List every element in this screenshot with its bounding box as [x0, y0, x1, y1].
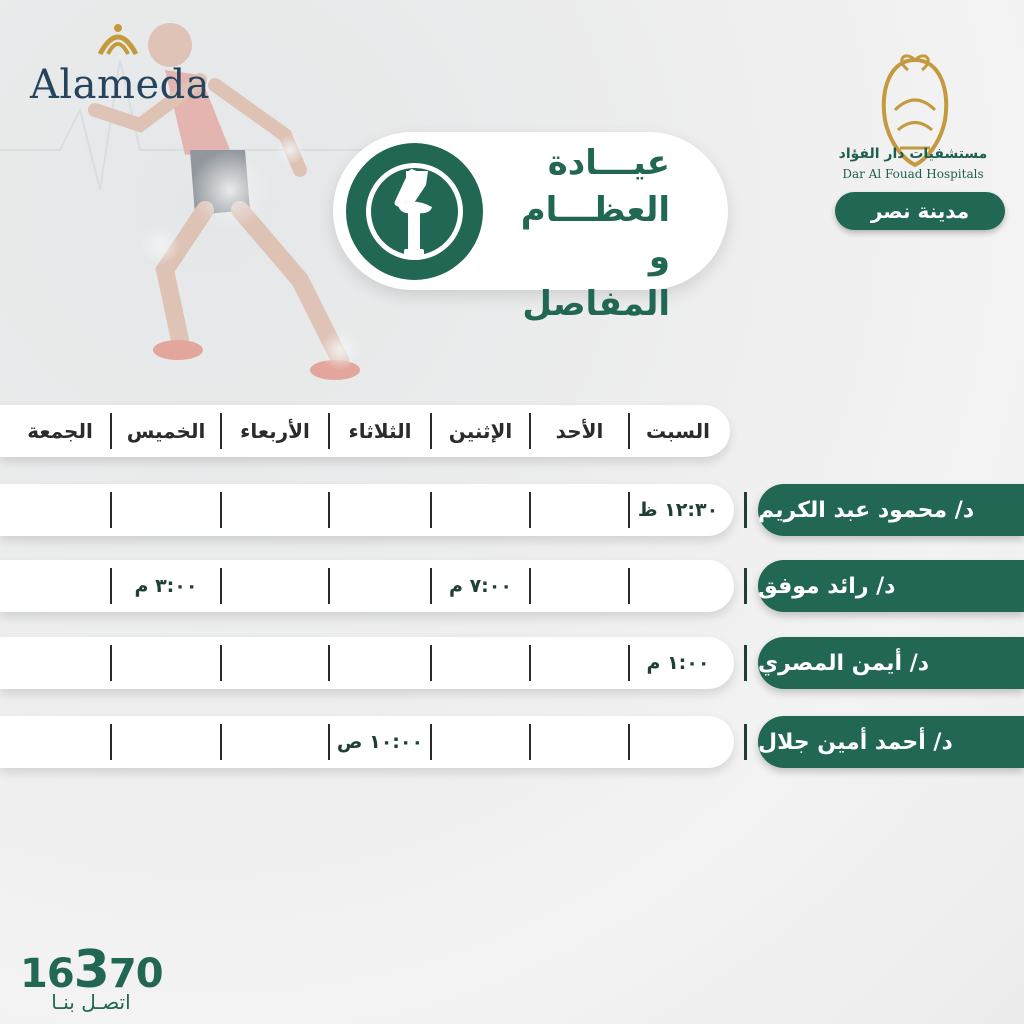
time-slot — [222, 637, 328, 689]
contact-us-label: اتصـل بنـا — [51, 990, 131, 1014]
time-slot — [222, 716, 328, 768]
dar-al-fouad-english-name: Dar Al Fouad Hospitals — [842, 167, 984, 181]
time-slot — [630, 716, 726, 768]
branch-badge: مدينة نصر — [835, 192, 1005, 230]
time-slot — [531, 484, 628, 536]
time-slot — [531, 716, 628, 768]
day-thursday: الخميس — [126, 419, 206, 443]
time-slot — [10, 637, 110, 689]
schedule-row — [0, 560, 734, 612]
time-slot: ١٢:٣٠ ظ — [637, 499, 719, 521]
time-slot — [330, 484, 430, 536]
column-divider — [220, 413, 222, 449]
time-slot — [330, 560, 430, 612]
day-saturday: السبت — [645, 419, 711, 443]
time-slot — [222, 560, 328, 612]
knee-joint-icon — [346, 143, 483, 280]
schedule-row — [0, 484, 734, 536]
time-slot: ٣:٠٠ م — [134, 575, 198, 597]
doctor-divider — [744, 724, 747, 760]
days-header — [0, 405, 730, 457]
doctor-name: د/ رائد موفق — [758, 560, 1024, 612]
time-slot: ١٠:٠٠ ص — [336, 731, 424, 753]
time-slot — [432, 637, 529, 689]
time-slot — [112, 484, 220, 536]
schedule-row — [0, 637, 734, 689]
hotline-mid: 3 — [73, 940, 109, 1000]
time-slot — [10, 716, 110, 768]
clinic-title-line-2: العظـــام — [520, 190, 670, 230]
column-divider — [529, 413, 531, 449]
day-monday: الإثنين — [448, 419, 513, 443]
time-slot — [222, 484, 328, 536]
time-slot — [531, 560, 628, 612]
column-divider — [628, 413, 630, 449]
clinic-title-line-1: عيـــادة — [547, 143, 670, 183]
doctor-divider — [744, 645, 747, 681]
schedule-row — [0, 716, 734, 768]
doctor-name: د/ أيمن المصري — [758, 637, 1024, 689]
time-slot — [531, 637, 628, 689]
time-slot — [432, 716, 529, 768]
day-sunday: الأحد — [555, 419, 604, 443]
time-slot — [10, 560, 110, 612]
doctor-name: د/ أحمد أمين جلال — [758, 716, 1024, 768]
time-slot: ٧:٠٠ م — [449, 575, 512, 597]
clinic-title-line-3: و المفاصل — [522, 237, 670, 324]
time-slot — [630, 560, 726, 612]
column-divider — [328, 413, 330, 449]
doctor-name: د/ محمود عبد الكريم — [758, 484, 1024, 536]
time-slot: ١:٠٠ م — [646, 652, 710, 674]
clinic-title — [490, 140, 670, 328]
column-divider — [430, 413, 432, 449]
time-slot — [432, 484, 529, 536]
column-divider — [110, 413, 112, 449]
day-wednesday: الأربعاء — [240, 419, 310, 443]
time-slot — [112, 637, 220, 689]
clinic-icon-circle — [346, 143, 483, 280]
dar-al-fouad-arabic-name: مستشفيات دار الفؤاد — [838, 146, 988, 162]
day-friday: الجمعة — [27, 419, 93, 443]
doctor-divider — [744, 492, 747, 528]
hotline-prefix: 16 — [20, 951, 74, 997]
day-tuesday: الثلاثاء — [348, 419, 412, 443]
alameda-wordmark: Alameda — [30, 62, 211, 108]
doctor-divider — [744, 568, 747, 604]
time-slot — [112, 716, 220, 768]
time-slot — [330, 637, 430, 689]
hotline-suffix: 70 — [108, 951, 163, 997]
time-slot — [10, 484, 110, 536]
